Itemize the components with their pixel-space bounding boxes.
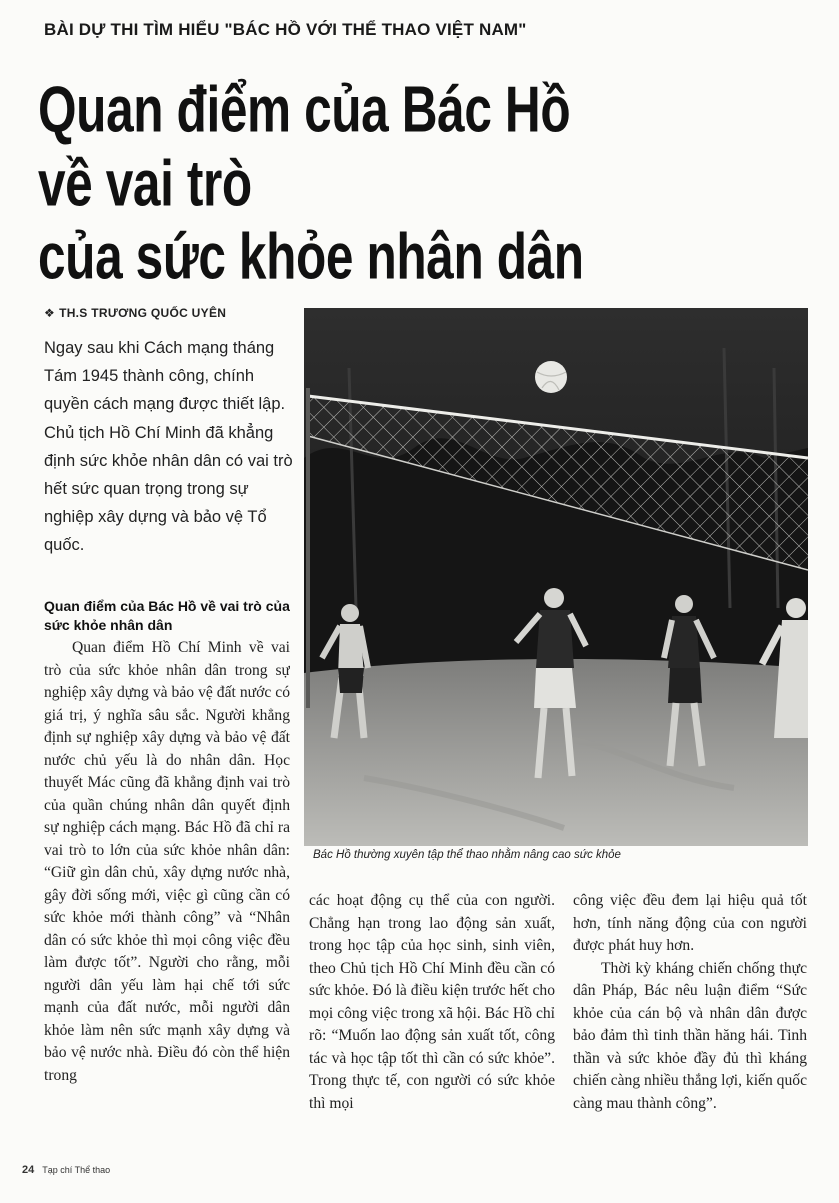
author-name: TH.S TRƯƠNG QUỐC UYÊN xyxy=(59,306,227,320)
body-paragraph: các hoạt động cụ thể của con người. Chẳng hạn trong lao động sản xuất, trong học tập của học sinh, sinh viên, theo Chủ tịch Hồ Chí Minh đều cần có sức khỏe. Đó là điều kiện trước hết cho mọi công việc trong xã hội. Bác Hồ chỉ rõ: “Muốn lao động sản xuất tốt, công tác và học tập tốt thì cần có sức khỏe”. Trong thực tế, con người có sức khỏe thì mọi xyxy=(309,892,555,1112)
article-title xyxy=(38,74,670,295)
body-paragraph: công việc đều đem lại hiệu quả tốt hơn, tính năng động của con người được phát huy hơn. xyxy=(573,892,807,954)
body-column-1 xyxy=(44,637,290,1162)
byline-bullet-icon: ❖ xyxy=(44,306,56,320)
body-column-2 xyxy=(309,890,555,1166)
body-column-3 xyxy=(573,890,807,1176)
section-kicker: BÀI DỰ THI TÌM HIỂU "BÁC HỒ VỚI THỂ THAO VIỆT NAM" xyxy=(44,20,527,39)
photo-caption: Bác Hồ thường xuyên tập thể thao nhằm nâng cao sức khỏe xyxy=(313,849,621,861)
publication-name: Tạp chí Thể thao xyxy=(42,1165,111,1175)
title-line-1: Quan điểm của Bác Hồ xyxy=(38,74,571,147)
lead-paragraph: Ngay sau khi Cách mạng tháng Tám 1945 thành công, chính quyền cách mạng được thiết lập. Chủ tịch Hồ Chí Minh đã khẳng định sức khỏe nhân dân có vai trò hết sức quan trọng trong sự nghiệp xây dựng và bảo vệ Tổ quốc. xyxy=(44,339,293,555)
page-number: 24 xyxy=(22,1164,35,1176)
title-line-3: của sức khỏe nhân dân xyxy=(38,221,584,294)
volleyball-photo xyxy=(304,308,808,846)
author-byline xyxy=(44,306,226,320)
page-footer xyxy=(22,1164,110,1176)
section-subhead: Quan điểm của Bác Hồ về vai trò của sức khỏe nhân dân xyxy=(44,598,290,633)
title-line-2: về vai trò xyxy=(38,147,252,220)
body-paragraph: Quan điểm Hồ Chí Minh về vai trò của sức khỏe nhân dân trong sự nghiệp xây dựng và bảo vệ đất nước có giá trị, ý nghĩa sâu sắc. Người khẳng định sự nghiệp xây dựng và bảo vệ đất nước chủ yếu là do nhân dân. Học thuyết Mác cũng đã khẳng định vai trò của quần chúng nhân dân quyết định sự nghiệp cách mạng. Bác Hồ đã chỉ ra vai trò to lớn của sức khỏe nhân dân: “Giữ gìn dân chủ, xây dựng nước nhà, gây đời sống mới, việc gì cũng cần có sức khỏe mới thành công” và “Nhân dân có sức khỏe thì mọi công việc đều làm được tốt”. Người cho rằng, mỗi người dân yếu làm hại chế tới sức mạnh của đất nước, mỗi người dân khỏe làm nên sức mạnh xây dựng và bảo vệ nước nhà. Điều đó còn thể hiện trong xyxy=(44,639,290,1084)
body-paragraph: Thời kỳ kháng chiến chống thực dân Pháp, Bác nêu luận điểm “Sức khỏe của cán bộ và nhân dân được bảo đảm thì tinh thần hăng hái. Tinh thần và sức khỏe đầy đủ thì kháng chiến càng nhiều thắng lợi, kiến quốc càng mau thành công”. xyxy=(573,959,807,1112)
photo-illustration xyxy=(304,308,808,846)
